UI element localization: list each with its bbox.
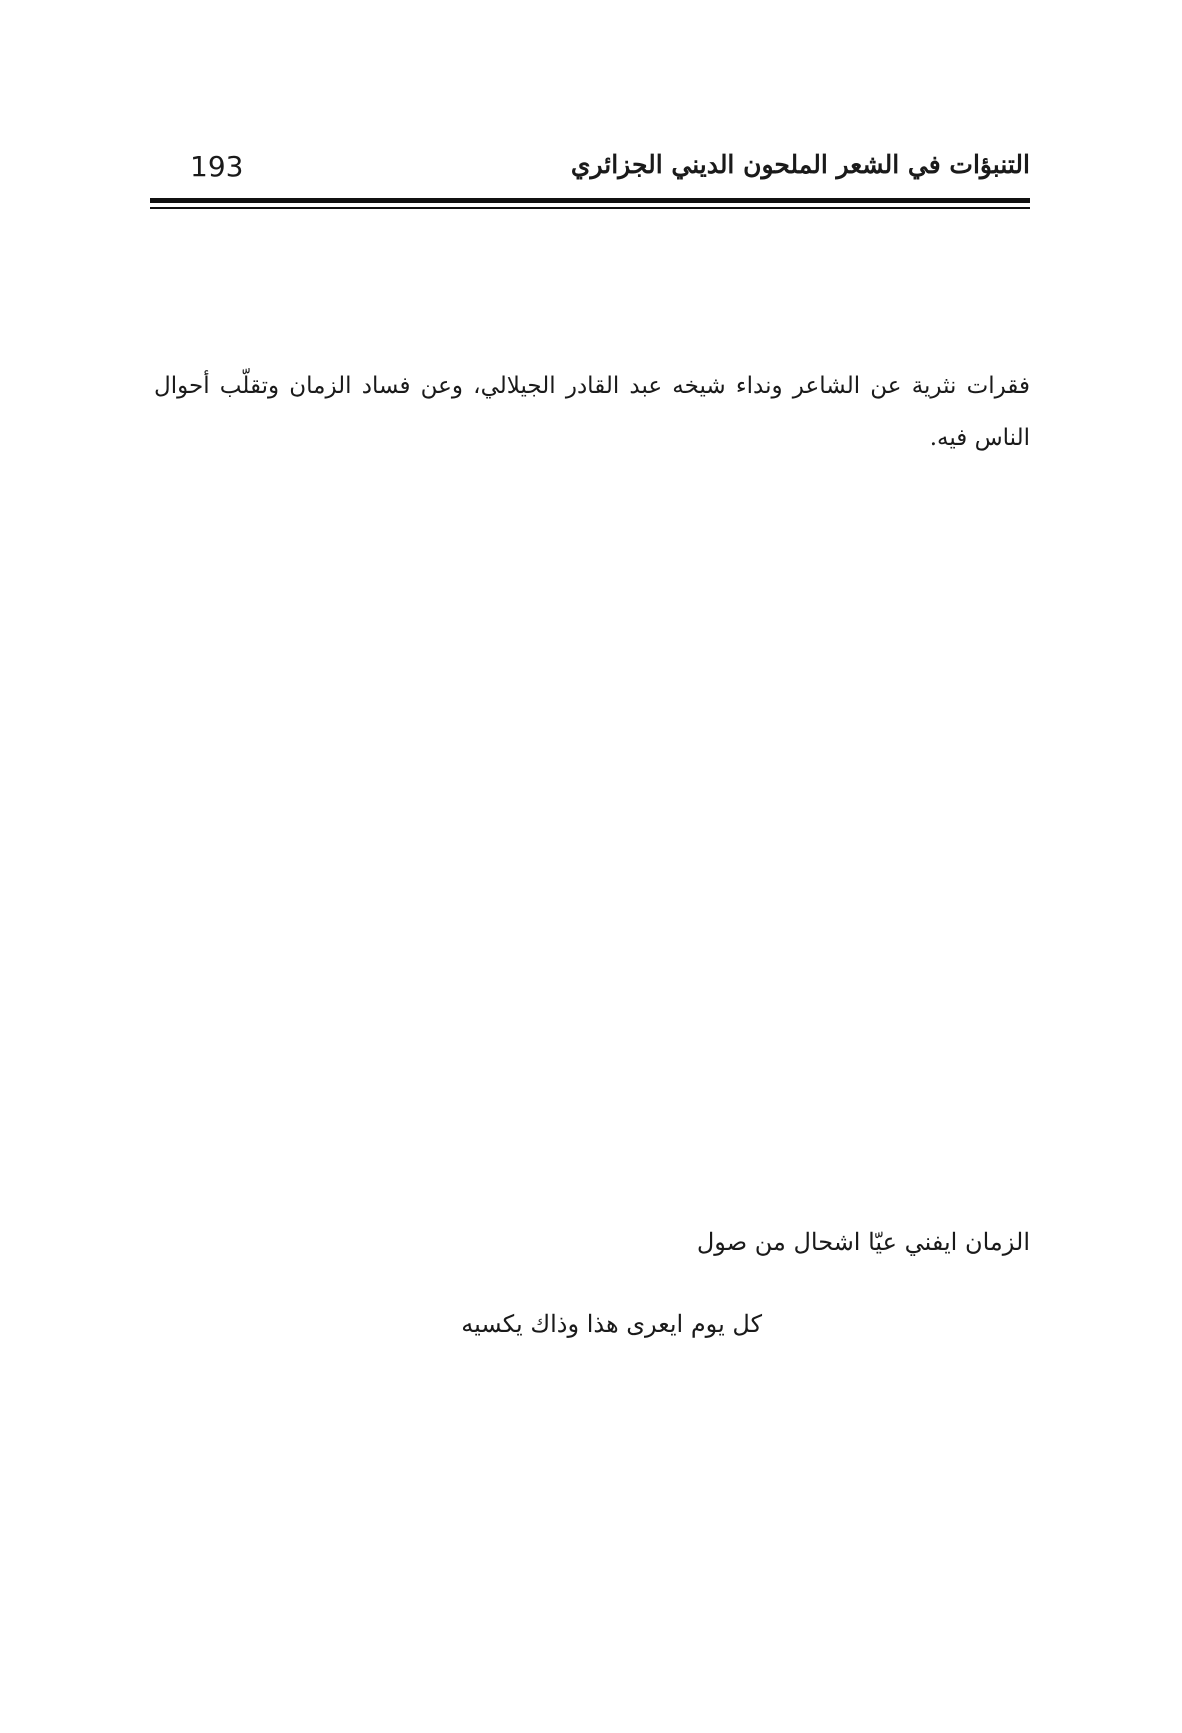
running-title: التنبؤات في الشعر الملحون الديني الجزائري (570, 150, 1030, 179)
verse-line-2: كل يوم ايعرى هذا وذاك يكسيه (461, 1310, 762, 1338)
verse-line-1: الزمان ايفني عيّا اشحال من صول (696, 1228, 1030, 1256)
header-rule-thick (150, 198, 1030, 203)
prose-summary: فقرات نثرية عن الشاعر ونداء شيخه عبد القادر الجيلالي، وعن فساد الزمان وتقلّب أحوال الناس فيه. (154, 373, 1030, 451)
header-rule-thin (150, 207, 1030, 209)
page-header (150, 150, 1030, 194)
page-number: 193 (190, 150, 244, 183)
